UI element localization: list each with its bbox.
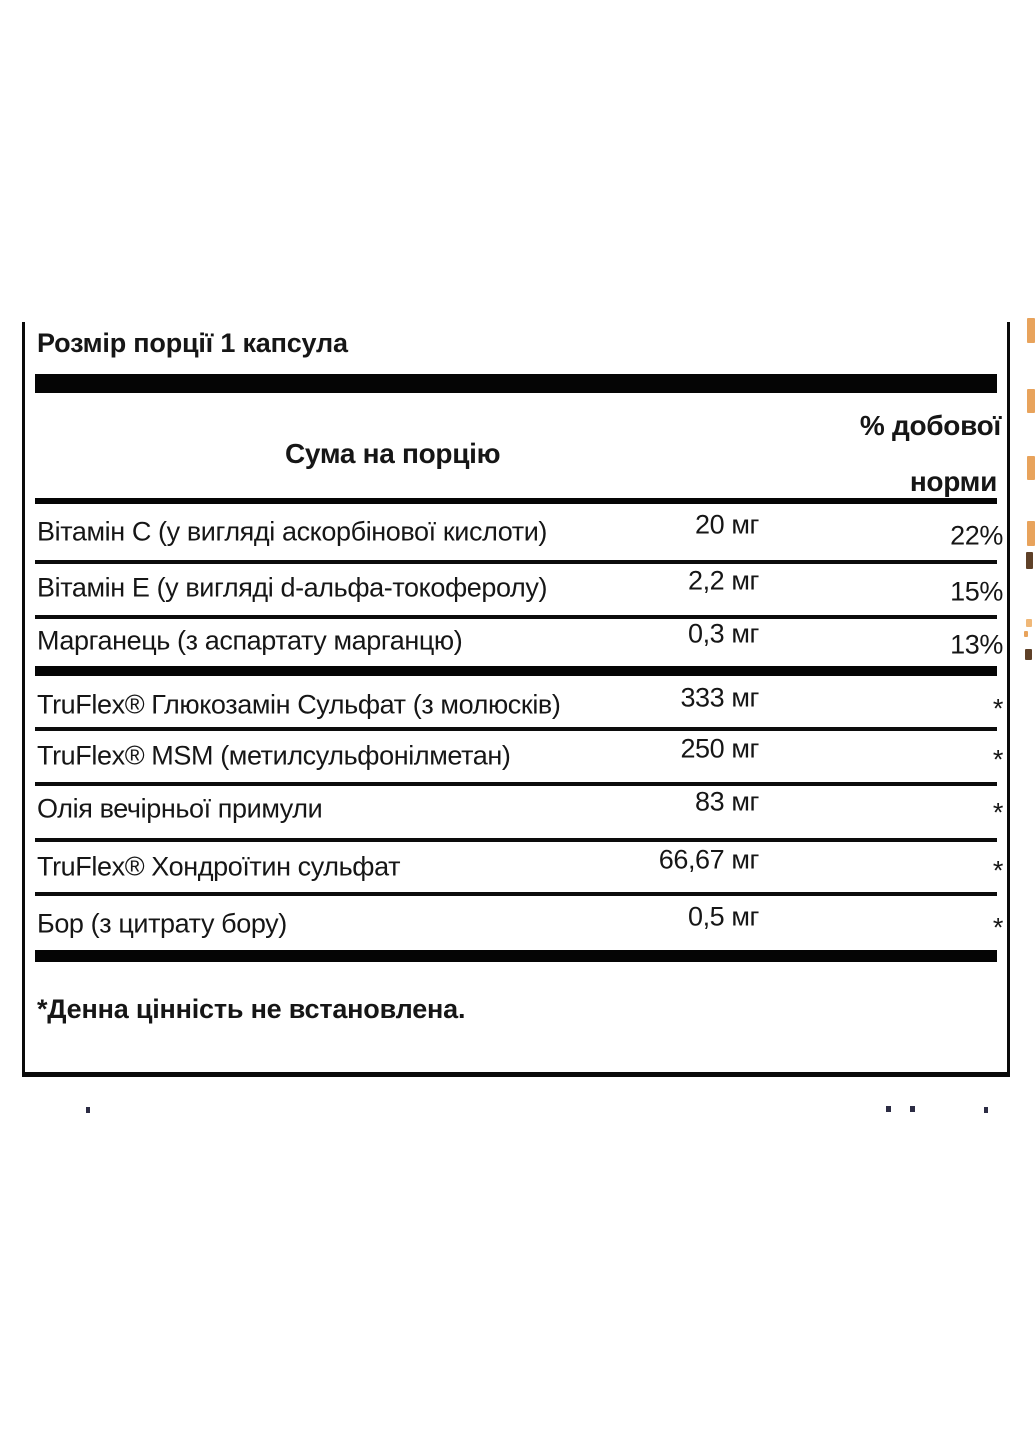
ingredient-daily-value: * bbox=[992, 912, 1003, 943]
cutoff-text-speck bbox=[984, 1107, 988, 1113]
edge-fragment bbox=[1027, 521, 1035, 546]
ingredient-name: TruFlex® Хондроїтин сульфат bbox=[37, 851, 401, 882]
ingredient-daily-value: * bbox=[992, 744, 1003, 775]
edge-fragment bbox=[1026, 619, 1032, 627]
edge-fragment bbox=[1027, 318, 1035, 343]
edge-fragment bbox=[1025, 649, 1032, 660]
ingredient-amount: 0,5 мг bbox=[687, 901, 759, 932]
ingredient-amount: 250 мг bbox=[680, 733, 759, 764]
thick-rule-middle bbox=[35, 666, 997, 676]
row-separator bbox=[35, 892, 997, 896]
table-row-glucosamine-sulfate bbox=[25, 682, 1007, 728]
ingredient-amount: 66,67 мг bbox=[658, 844, 759, 875]
thick-rule-top bbox=[35, 374, 997, 393]
table-row-msm bbox=[25, 733, 1007, 779]
table-row-vitamin-c bbox=[25, 509, 1007, 555]
edge-fragment bbox=[1026, 552, 1033, 569]
column-header-amount: Сума на порцію bbox=[285, 438, 501, 469]
ingredient-daily-value: * bbox=[992, 855, 1003, 886]
ingredient-amount: 0,3 мг bbox=[687, 618, 759, 649]
ingredient-amount: 83 мг bbox=[695, 786, 759, 817]
ingredient-amount: 20 мг bbox=[695, 509, 759, 540]
edge-fragment bbox=[1027, 389, 1035, 413]
table-row-manganese bbox=[25, 618, 1007, 664]
cutoff-text-speck bbox=[910, 1106, 915, 1112]
ingredient-name: Бор (з цитрату бору) bbox=[37, 908, 287, 939]
cutoff-text-speck bbox=[86, 1107, 90, 1113]
column-header-daily-value-line2: норми bbox=[909, 466, 997, 497]
thick-rule-bottom bbox=[35, 950, 997, 962]
table-row-vitamin-e bbox=[25, 565, 1007, 611]
edge-fragment bbox=[1024, 631, 1028, 637]
ingredient-name: Марганець (з аспартату марганцю) bbox=[37, 625, 463, 656]
ingredient-daily-value: 15% bbox=[950, 576, 1003, 607]
row-separator bbox=[35, 727, 997, 731]
ingredient-daily-value: * bbox=[992, 797, 1003, 828]
cutoff-text-speck bbox=[886, 1106, 891, 1112]
table-row-chondroitin-sulfate bbox=[25, 844, 1007, 890]
ingredient-daily-value: * bbox=[992, 693, 1003, 724]
edge-fragment bbox=[1027, 456, 1035, 480]
ingredient-daily-value: 22% bbox=[950, 520, 1003, 551]
ingredient-name: TruFlex® Глюкозамін Сульфат (з молюсків) bbox=[37, 689, 561, 720]
ingredient-daily-value: 13% bbox=[950, 629, 1003, 660]
ingredient-name: Вітамін E (у вигляді d-альфа-токоферолу) bbox=[37, 572, 548, 603]
daily-value-footnote: *Денна цінність не встановлена. bbox=[37, 994, 466, 1024]
ingredient-name: Вітамін C (у вигляді аскорбінової кислоти) bbox=[37, 516, 547, 547]
ingredient-amount: 2,2 мг bbox=[687, 565, 759, 596]
row-separator bbox=[35, 560, 997, 564]
row-separator bbox=[35, 838, 997, 842]
column-header-daily-value-line1: % добової bbox=[859, 410, 1001, 441]
ingredient-name: Олія вечірньої примули bbox=[37, 793, 323, 824]
ingredient-amount: 333 мг bbox=[680, 682, 759, 713]
supplement-facts-panel bbox=[22, 322, 1010, 1077]
serving-size-text: Розмір порції 1 капсула bbox=[37, 328, 348, 358]
table-row-boron bbox=[25, 901, 1007, 947]
header-underline-rule bbox=[35, 498, 997, 504]
ingredient-name: TruFlex® MSM (метилсульфонілметан) bbox=[37, 740, 511, 771]
table-row-evening-primrose-oil bbox=[25, 786, 1007, 832]
